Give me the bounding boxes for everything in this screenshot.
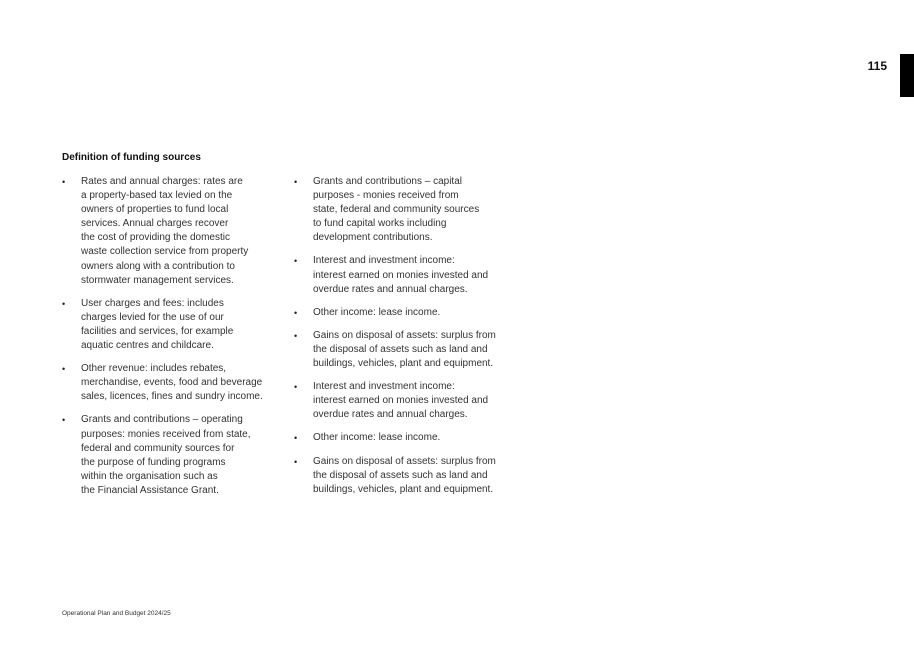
- list-item-text: Other income: lease income.: [313, 432, 441, 444]
- list-item-text: Gains on disposal of assets: surplus from the disposal of assets such as land and buildings, vehicles, plant and equipment.: [313, 329, 496, 370]
- list-item: [294, 380, 509, 422]
- page-footer: Operational Plan and Budget 2024/25: [62, 610, 171, 617]
- list-item: [294, 175, 509, 245]
- bullet-icon: •: [294, 256, 298, 267]
- list-item: [294, 306, 509, 320]
- list-item: [62, 297, 277, 353]
- bullet-icon: •: [294, 433, 298, 444]
- list-item-text: Interest and investment income: interest earned on monies invested and overdue rates and annual charges.: [313, 381, 489, 421]
- bullet-icon: •: [294, 382, 298, 393]
- right-bullet-list: [294, 175, 509, 506]
- list-item: [62, 175, 277, 288]
- bullet-icon: •: [62, 177, 66, 187]
- list-item-text: Rates and annual charges: rates are a property-based tax levied on the owners of properties to fund local services. Annual charges recover the cost of providing the domestic waste collection service from property owners along with a contribution to stormwater management services.: [81, 176, 249, 286]
- bullet-icon: •: [294, 307, 298, 318]
- bullet-icon: •: [62, 298, 66, 309]
- list-item: [294, 431, 509, 445]
- list-item-text: Other income: lease income.: [313, 306, 441, 318]
- list-item-text: Gains on disposal of assets: surplus from the disposal of assets such as land and buildings, vehicles, plant and equipment.: [313, 455, 496, 495]
- page-number: 115: [867, 59, 887, 73]
- left-bullet-list: [62, 175, 277, 507]
- section-heading: Definition of funding sources: [62, 152, 201, 163]
- list-item-text: Grants and contributions – capital purposes - monies received from state, federal and community sources to fund capital works including development contributions.: [313, 176, 480, 244]
- bullet-icon: •: [294, 330, 298, 341]
- bullet-icon: •: [294, 177, 298, 187]
- list-item-text: Interest and investment income: interest earned on monies invested and overdue rates and annual charges.: [313, 255, 489, 295]
- list-item-text: Grants and contributions – operating purposes: monies received from state, federal and community sources for the purpose of funding programs within the organisation such as the Financial Assistance Grant.: [81, 414, 251, 496]
- list-item-text: User charges and fees: includes charges levied for the use of our facilities and services, for example aquatic centres and childcare.: [81, 297, 234, 352]
- list-item: [294, 455, 509, 497]
- list-item: [62, 413, 277, 498]
- bullet-icon: •: [62, 364, 66, 375]
- section-tab-marker: [900, 54, 914, 97]
- list-item-text: Other revenue: includes rebates, merchandise, events, food and beverage sales, licences, fines and sundry income.: [81, 363, 263, 403]
- bullet-icon: •: [294, 456, 298, 467]
- list-item: [294, 329, 509, 371]
- list-item: [294, 254, 509, 296]
- bullet-icon: •: [62, 415, 66, 426]
- list-item: [62, 362, 277, 404]
